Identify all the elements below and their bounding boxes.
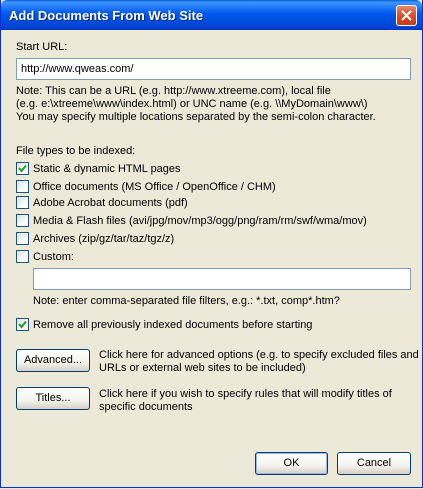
checkbox-html-label[interactable]: Static & dynamic HTML pages (33, 163, 181, 175)
titles-desc-line1: Click here if you wish to specify rules that will modify titles of (99, 388, 392, 400)
cancel-button[interactable]: Cancel (337, 452, 411, 475)
start-url-input[interactable] (16, 58, 411, 80)
ok-button[interactable]: OK (255, 452, 328, 475)
checkbox-media-label[interactable]: Media & Flash files (avi/jpg/mov/mp3/ogg/png/ram/rm/swf/wma/mov) (33, 215, 367, 227)
checkbox-archives-label[interactable]: Archives (zip/gz/tar/taz/tgz/z) (33, 233, 175, 245)
checkmark-icon (18, 320, 27, 329)
checkbox-office[interactable] (16, 180, 29, 193)
start-url-value: http://www.qweas.com/ (21, 63, 134, 75)
checkmark-icon (18, 164, 27, 173)
custom-filter-input[interactable] (33, 268, 411, 290)
custom-filter-note: Note: enter comma-separated file filters, e.g.: *.txt, comp*.htm? (33, 295, 340, 307)
titles-button[interactable]: Titles... (16, 387, 90, 410)
checkbox-custom[interactable] (16, 250, 29, 263)
advanced-button[interactable]: Advanced... (16, 349, 90, 372)
checkbox-remove-previous-label[interactable]: Remove all previously indexed documents before starting (33, 319, 313, 331)
title-bar[interactable] (1, 0, 422, 30)
file-types-label: File types to be indexed: (16, 145, 136, 157)
start-url-note-line2: (e.g. e:\xtreeme\www\index.html) or UNC name (e.g. \\MyDomain\www\) (16, 98, 368, 110)
checkbox-remove-previous[interactable] (16, 318, 29, 331)
checkbox-office-label[interactable]: Office documents (MS Office / OpenOffice / CHM) (33, 181, 276, 193)
start-url-note-line3: You may specify multiple locations separated by the semi-colon character. (16, 111, 376, 123)
start-url-label: Start URL: (16, 41, 68, 53)
checkbox-custom-label[interactable]: Custom: (33, 251, 74, 263)
checkbox-pdf[interactable] (16, 196, 29, 209)
window-title: Add Documents From Web Site (9, 8, 204, 23)
checkbox-pdf-label[interactable]: Adobe Acrobat documents (pdf) (33, 197, 188, 209)
close-button[interactable] (396, 5, 417, 26)
titles-desc-line2: specific documents (99, 401, 193, 413)
checkbox-media[interactable] (16, 214, 29, 227)
close-icon (401, 10, 412, 21)
advanced-desc-line2: URLs or external web sites to be included) (99, 362, 306, 374)
advanced-desc-line1: Click here for advanced options (e.g. to specify excluded files and (99, 349, 419, 361)
checkbox-html[interactable] (16, 162, 29, 175)
start-url-note-line1: Note: This can be a URL (e.g. http://www.xtreeme.com), local file (16, 85, 331, 97)
checkbox-archives[interactable] (16, 232, 29, 245)
